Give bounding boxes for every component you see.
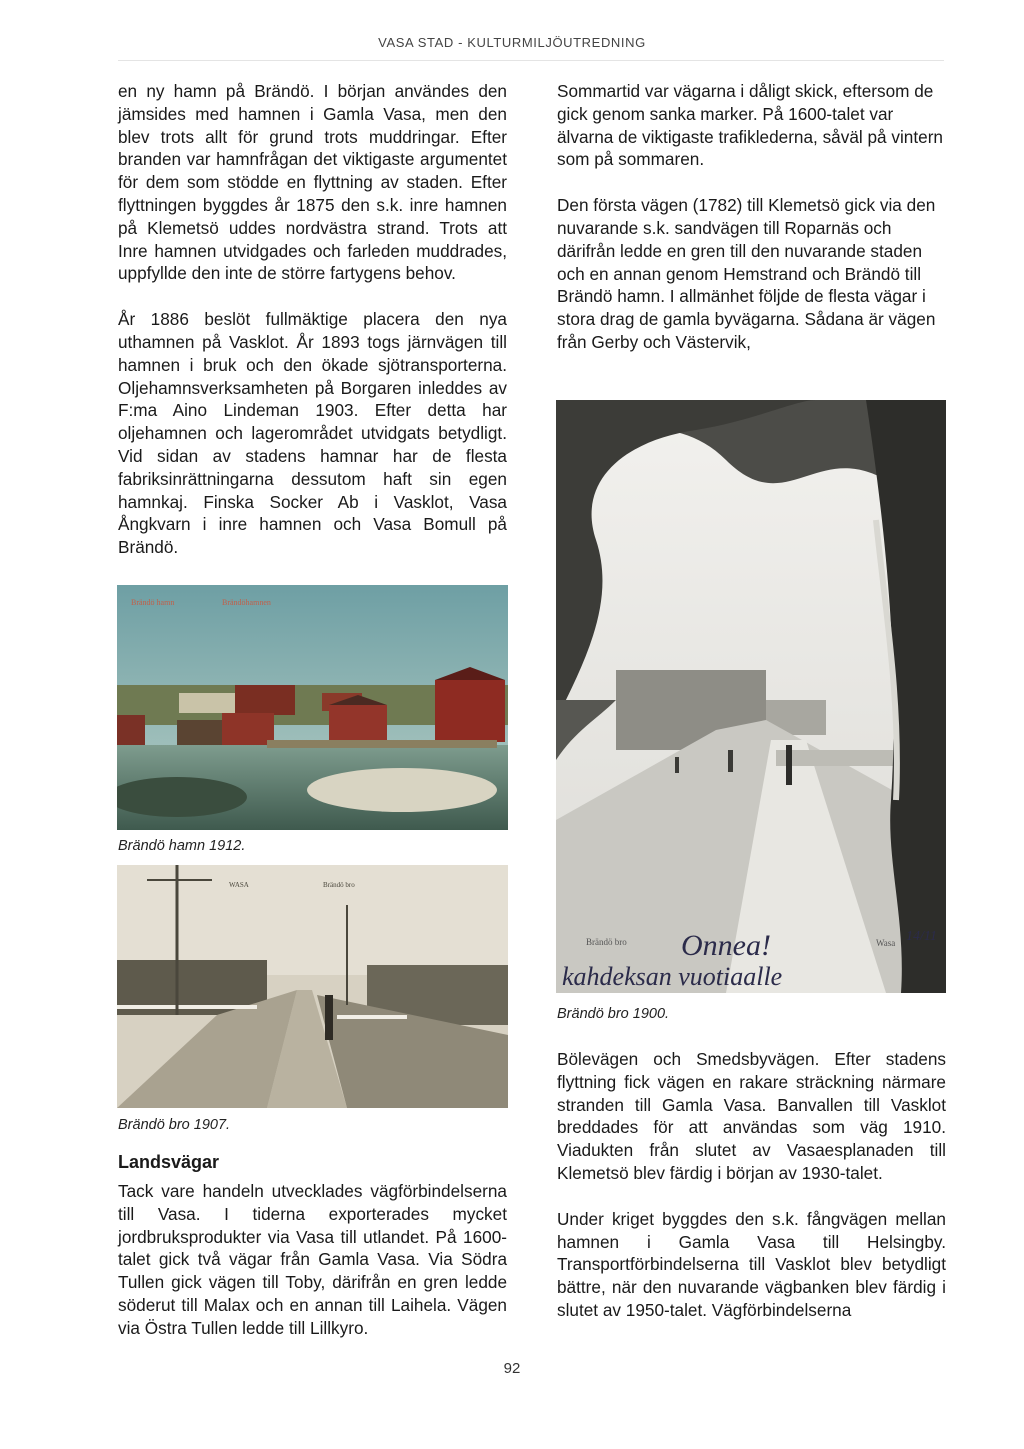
left-column-section-text	[118, 1180, 507, 1340]
handwritten-date: 14/11	[906, 929, 937, 944]
paragraph-summer-roads: Sommartid var vägarna i dåligt skick, eftersom de gick genom sanka marker. På 1600-talet var älvarna de viktigaste trafiklederna, såväl på vintern som på sommaren.	[557, 81, 943, 170]
postcard-printed-bridge: Brändö bro	[586, 937, 627, 947]
handwritten-dedication: kahdeksan vuotiaalle	[562, 962, 783, 991]
paragraph-outer-harbour: År 1886 beslöt fullmäktige placera den nya uthamnen på Vasklot. År 1893 togs järnvägen till hamnen i bruk och den ökade sjötransporterna. Oljehamnsverksamheten på Borgaren inleddes av F:ma Aino Lindeman 1903. Efter detta har oljehamnen och lagerområdet utvidgats betydligt. Vid sidan av stadens hamnar har de flesta fabriksinrättningarna dessutom haft sin egen hamnkaj. Finska Socker Ab i Vasklot, Vasa Ångkvarn i inre hamnen och Vasa Bomull på Brändö.	[118, 309, 507, 558]
right-column-top-text	[557, 80, 946, 354]
running-header: VASA STAD - KULTURMILJÖUTREDNING	[378, 35, 646, 50]
photo-brando-bridge-1900	[556, 400, 946, 993]
caption-bridge-1900: Brändö bro 1900.	[557, 1006, 670, 1022]
paragraph-straighter-road: Bölevägen och Smedsbyvägen. Efter stadens flyttning fick vägen en rakare sträckning närmare stranden till Gamla Vasa. Banvallen till Vasklot breddades för att användas som väg 1910. Viadukten från slutet av Vasaesplanaden till Klemetsö blev färdig i början av 1930-talet.	[557, 1049, 946, 1183]
section-heading-landsvagar: Landsvägar	[118, 1152, 220, 1172]
postcard-label-wasa: WASA	[229, 881, 249, 889]
paragraph-landsvagar: Tack vare handeln utvecklades vägförbindelserna till Vasa. I tiderna exporterades mycket jordbruksprodukter via Vasa till utlandet. På 1600-talet gick två vägar från Gamla Vasa. Via Södra Tullen gick vägen till Toby, därifrån en gren ledde söderut till Malax och en annan till Laihela. Vägen via Östra Tullen ledde till Lillkyro.	[118, 1181, 507, 1338]
page-number: 92	[503, 1360, 521, 1377]
postcard-label-left: Brändö hamn	[131, 598, 175, 607]
caption-harbour-1912: Brändö hamn 1912.	[118, 838, 246, 854]
paragraph-prisoner-road: Under kriget byggdes den s.k. fångvägen mellan hamnen i Gamla Vasa till Helsingby. Transportförbindelserna till Vasklot blev betydligt bättre, när den nuvarande vägbanken blev färdig i slutet av 1950-talet. Vägförbindelserna	[557, 1208, 946, 1320]
photo-brando-bridge-1907	[117, 865, 508, 1108]
right-column-bottom-text	[557, 1048, 946, 1322]
photo-brando-harbour-1912	[117, 585, 508, 830]
postcard-printed-wasa: Wasa	[876, 938, 896, 948]
paragraph-harbour-history: en ny hamn på Brändö. I början användes den jämsides med hamnen i Gamla Vasa, men den blev trots allt för grund trots muddringar. Efter branden var hamnfrågan det viktigaste argumentet för dem som stödde en flyttning av staden. Efter flyttningen byggdes år 1875 den s.k. inre hamnen på Klemetsö uddes nordvästra strand. Trots att Inre hamnen utvidgades och farleden muddrades, uppfyllde den inte de större fartygens behov.	[118, 81, 507, 284]
postcard-label-right: Brändöhamnen	[222, 598, 271, 607]
header-divider	[118, 60, 944, 61]
left-column-top-text	[118, 80, 507, 559]
handwritten-greeting: Onnea!	[681, 929, 771, 962]
paragraph-first-road: Den första vägen (1782) till Klemetsö gick via den nuvarande s.k. sandvägen till Roparnäs och därifrån ledde en gren till den nuvarande staden och en annan genom Hemstrand och Brändö till Brändö hamn. I allmänhet följde de flesta vägar i stora drag de gamla byvägarna. Sådana är vägen från Gerby och Västervik,	[557, 195, 936, 352]
caption-bridge-1907: Brändö bro 1907.	[118, 1117, 231, 1133]
postcard-label-bridge: Brändö bro	[323, 881, 355, 889]
